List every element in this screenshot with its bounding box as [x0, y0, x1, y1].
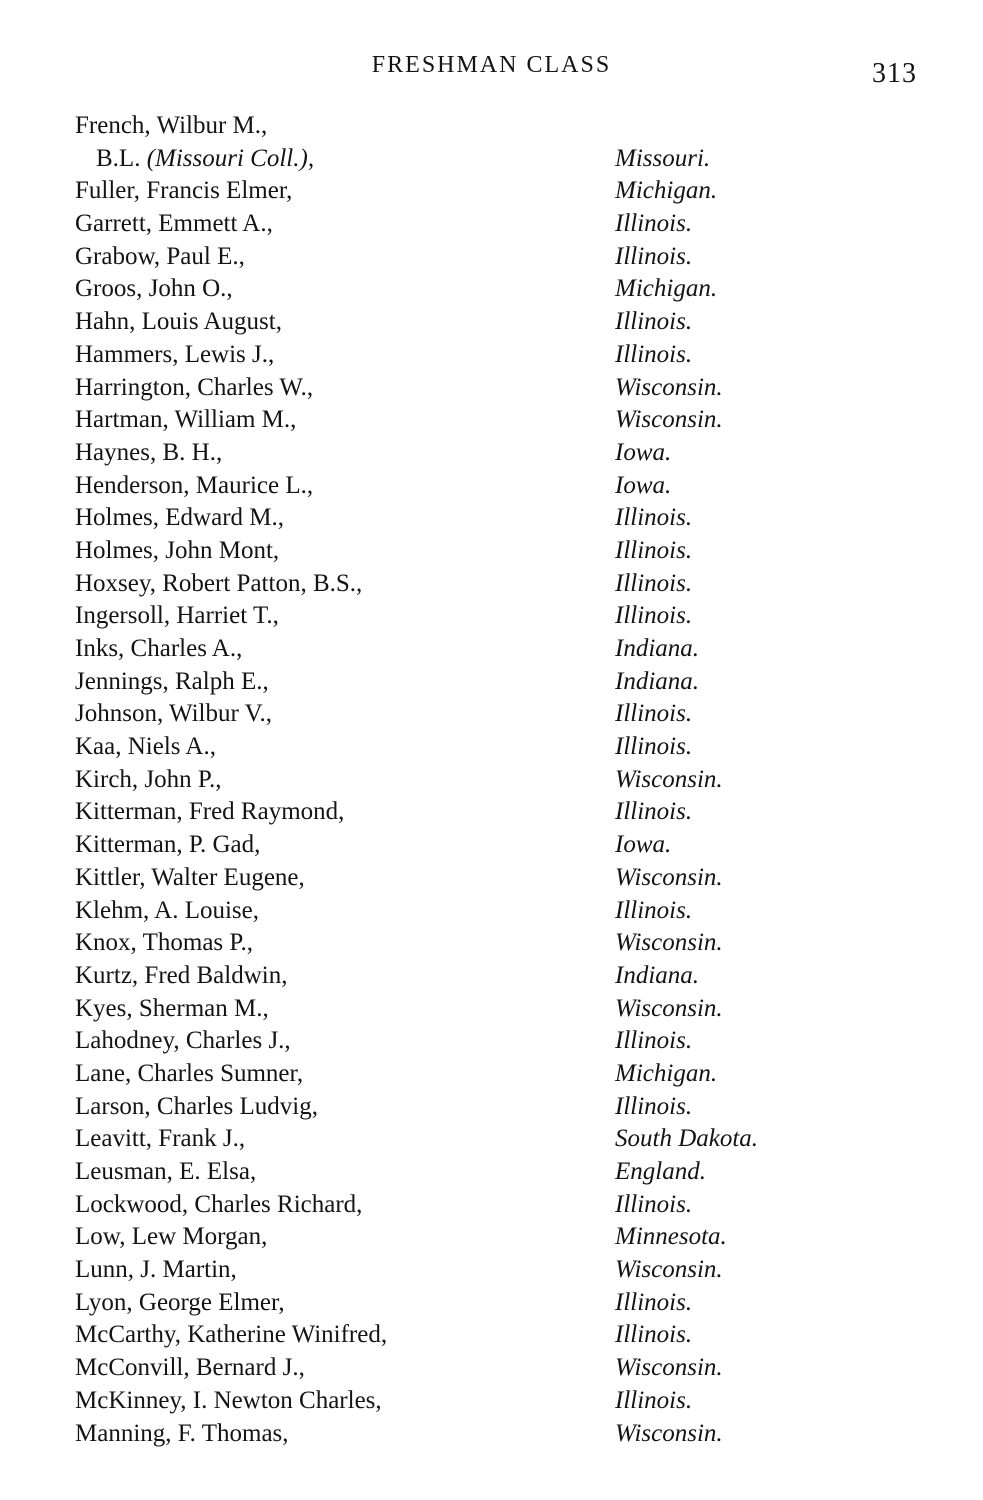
list-item [0, 731, 983, 764]
student-name: Harrington, Charles W., [75, 373, 314, 401]
list-item [0, 470, 983, 503]
student-home-state: Illinois. [615, 602, 693, 630]
list-item [0, 1189, 983, 1222]
student-name: Lane, Charles Sumner, [75, 1059, 304, 1087]
student-name: Kurtz, Fred Baldwin, [75, 961, 288, 989]
student-home-state: Wisconsin. [615, 1256, 723, 1284]
student-home-state: Wisconsin. [615, 373, 723, 401]
student-name: Garrett, Emmett A., [75, 210, 273, 238]
student-name: Lyon, George Elmer, [75, 1288, 285, 1316]
list-item [0, 862, 983, 895]
student-name: Hoxsey, Robert Patton, B.S., [75, 569, 363, 597]
student-name: Haynes, B. H., [75, 438, 223, 466]
student-name: Kaa, Niels A., [75, 733, 216, 761]
list-item [0, 1352, 983, 1385]
list-item [0, 1254, 983, 1287]
student-home-state: Illinois. [615, 733, 693, 761]
list-item-continuation [0, 143, 983, 176]
student-home-state: Minnesota. [615, 1223, 727, 1251]
student-home-state: Iowa. [615, 438, 672, 466]
student-name: McConvill, Bernard J., [75, 1354, 305, 1382]
list-item [0, 110, 983, 143]
student-name: McKinney, I. Newton Charles, [75, 1386, 382, 1414]
list-item [0, 600, 983, 633]
student-home-state: Wisconsin. [615, 406, 723, 434]
list-item [0, 372, 983, 405]
student-home-state: Wisconsin. [615, 863, 723, 891]
student-name: Hammers, Lewis J., [75, 340, 275, 368]
list-item [0, 1156, 983, 1189]
student-name: Leusman, E. Elsa, [75, 1158, 257, 1185]
list-item [0, 437, 983, 470]
list-item [0, 764, 983, 797]
page-number: 313 [872, 58, 917, 89]
degree: B.L. [96, 144, 141, 172]
student-name: Inks, Charles A., [75, 635, 243, 662]
student-name: Johnson, Wilbur V., [75, 700, 272, 728]
list-item [0, 1418, 983, 1451]
student-name: Kittler, Walter Eugene, [75, 863, 305, 891]
running-header-title: FRESHMAN CLASS [371, 52, 612, 78]
list-item [0, 404, 983, 437]
student-degree-line [96, 143, 314, 176]
student-home-state: Illinois. [615, 1288, 693, 1316]
student-name: Grabow, Paul E., [75, 242, 245, 270]
student-home-state: Illinois. [615, 700, 693, 728]
student-name: Ingersoll, Harriet T., [75, 602, 279, 630]
student-home-state: South Dakota. [615, 1125, 759, 1153]
list-item [0, 241, 983, 274]
student-home-state: Indiana. [615, 635, 700, 662]
student-name: Hartman, William M., [75, 406, 297, 434]
list-item [0, 960, 983, 993]
list-item [0, 993, 983, 1026]
list-item [0, 208, 983, 241]
list-item [0, 698, 983, 731]
student-home-state: Illinois. [615, 569, 693, 597]
student-name: Groos, John O., [75, 275, 233, 303]
student-home-state: Illinois. [615, 340, 693, 368]
student-name: Kitterman, Fred Raymond, [75, 798, 345, 826]
student-home-state: Iowa. [615, 831, 672, 859]
list-item [0, 829, 983, 862]
student-home-state: England. [615, 1158, 706, 1185]
student-name: Henderson, Maurice L., [75, 471, 314, 499]
student-home-state: Wisconsin. [615, 994, 723, 1022]
student-name: Kyes, Sherman M., [75, 994, 269, 1022]
list-item [0, 1319, 983, 1352]
list-item [0, 1287, 983, 1320]
student-home-state: Illinois. [615, 798, 693, 826]
student-home-state: Illinois. [615, 1321, 693, 1349]
list-item [0, 1123, 983, 1156]
student-name: Manning, F. Thomas, [75, 1419, 289, 1447]
student-home-state: Wisconsin. [615, 1354, 723, 1382]
student-home-state: Illinois. [615, 1386, 693, 1414]
list-item [0, 535, 983, 568]
student-home-state: Illinois. [615, 242, 693, 270]
student-name: Larson, Charles Ludvig, [75, 1092, 319, 1120]
student-home-state: Indiana. [615, 961, 700, 989]
student-name: McCarthy, Katherine Winifred, [75, 1321, 388, 1349]
student-name: Holmes, John Mont, [75, 536, 280, 564]
student-home-state: Illinois. [615, 1027, 693, 1055]
student-home-state: Illinois. [615, 536, 693, 564]
student-home-state: Michigan. [615, 1059, 718, 1087]
list-item [0, 927, 983, 960]
student-home-state: Michigan. [615, 177, 718, 205]
student-name: Kitterman, P. Gad, [75, 831, 261, 859]
list-item [0, 273, 983, 306]
student-home-state: Wisconsin. [615, 1419, 723, 1447]
student-name: Klehm, A. Louise, [75, 896, 260, 924]
student-name: Jennings, Ralph E., [75, 667, 269, 695]
student-home-state: Illinois. [615, 504, 693, 532]
list-item [0, 1025, 983, 1058]
student-name: Lahodney, Charles J., [75, 1027, 291, 1055]
list-item [0, 175, 983, 208]
student-name: Hahn, Louis August, [75, 308, 282, 336]
list-item [0, 339, 983, 372]
student-name: French, Wilbur M., [75, 112, 268, 139]
list-item [0, 306, 983, 339]
list-item [0, 796, 983, 829]
list-item [0, 895, 983, 928]
student-name: Fuller, Francis Elmer, [75, 177, 293, 205]
student-name: Low, Lew Morgan, [75, 1223, 268, 1251]
student-name: Leavitt, Frank J., [75, 1125, 246, 1153]
list-item [0, 666, 983, 699]
student-name: Lockwood, Charles Richard, [75, 1190, 363, 1218]
student-home-state: Illinois. [615, 210, 693, 238]
student-home-state: Illinois. [615, 1190, 693, 1218]
student-home-state: Indiana. [615, 667, 700, 695]
student-home-state: Illinois. [615, 1092, 693, 1120]
list-item [0, 633, 983, 666]
student-home-state: Iowa. [615, 471, 672, 499]
list-item [0, 1221, 983, 1254]
student-name: Kirch, John P., [75, 765, 222, 793]
student-name: Knox, Thomas P., [75, 929, 254, 957]
list-item [0, 1058, 983, 1091]
student-home-state: Illinois. [615, 308, 693, 336]
list-item [0, 502, 983, 535]
student-list [0, 110, 983, 1450]
degree-institution: (Missouri Coll.), [146, 144, 315, 172]
student-home-state: Michigan. [615, 275, 718, 303]
student-home-state: Wisconsin. [615, 929, 723, 957]
list-item [0, 1091, 983, 1124]
list-item [0, 568, 983, 601]
student-home-state: Illinois. [615, 896, 693, 924]
student-name: Holmes, Edward M., [75, 504, 284, 532]
list-item [0, 1385, 983, 1418]
student-home-state: Missouri. [615, 144, 711, 172]
student-name: Lunn, J. Martin, [75, 1256, 237, 1284]
student-home-state: Wisconsin. [615, 765, 723, 793]
